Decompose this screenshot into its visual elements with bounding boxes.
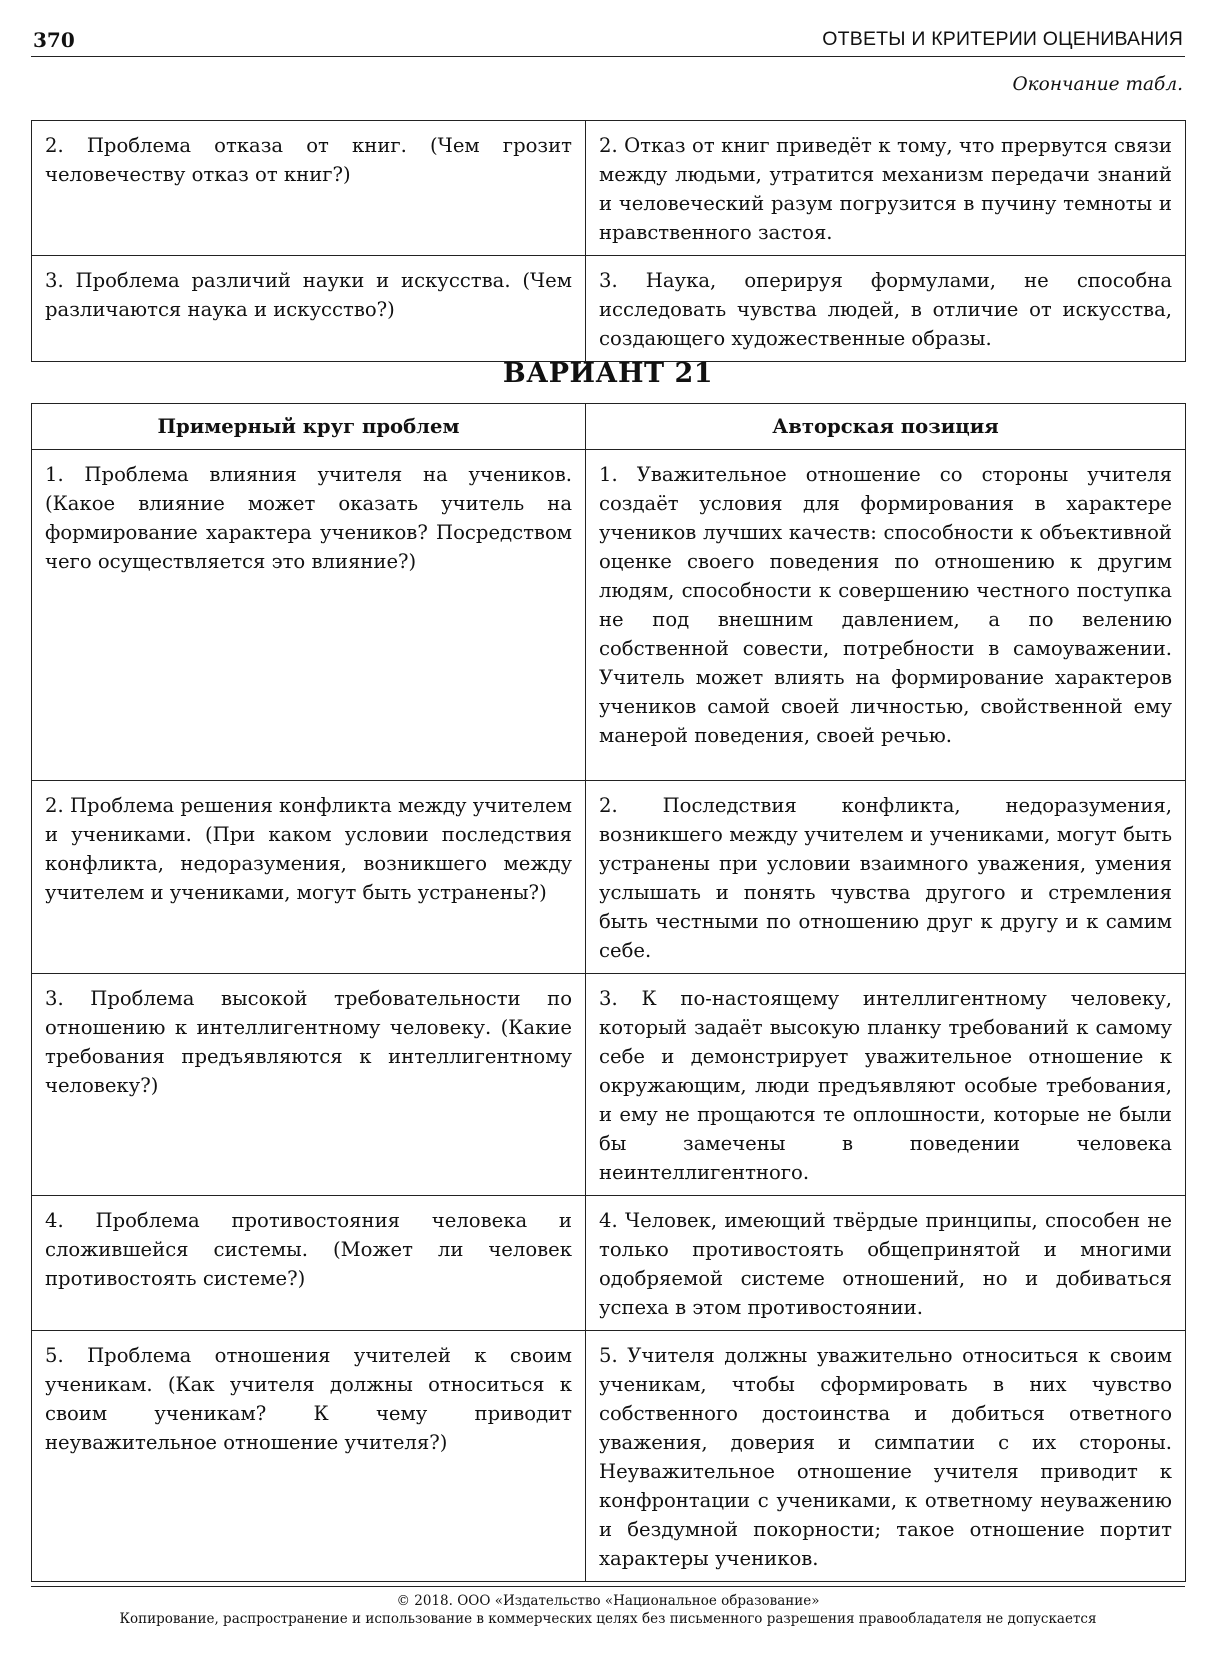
table-row [32, 121, 1186, 256]
position-cell: 5. Учителя должны уважительно относиться к своим ученикам, чтобы сформировать в них чувство собственного достоинства и добиться ответного уважения, доверия и симпатии с их стороны. Неуважительное отношение учителя приводит к конфронтации с учениками, к ответному неуважению и бездумной покорности; такое отношение портит характеры учеников. [586, 1331, 1186, 1582]
problem-cell: 3. Проблема различий науки и искусства. (Чем различаются наука и искусство?) [32, 256, 586, 362]
position-cell: 4. Человек, имеющий твёрдые принципы, способен не только противостоять общепринятой и многими одобряемой системе отношений, но и добиваться успеха в этом противостоянии. [586, 1196, 1186, 1331]
table-row [32, 781, 1186, 974]
problem-cell: 1. Проблема влияния учителя на учеников. (Какое влияние может оказать учитель на формирование характера учеников? Посредством чего осуществляется это влияние?) [32, 450, 586, 781]
page-number: 370 [33, 28, 75, 52]
problem-cell: 3. Проблема высокой требовательности по отношению к интеллигентному человеку. (Какие требования предъявляются к интеллигентному человеку?) [32, 974, 586, 1196]
position-cell: 3. Наука, оперируя формулами, не способна исследовать чувства людей, в отличие от искусства, создающего художественные образы. [586, 256, 1186, 362]
problem-cell: 4. Проблема противостояния человека и сложившейся системы. (Может ли человек противостоять системе?) [32, 1196, 586, 1331]
page-footer [31, 1586, 1185, 1627]
table-continued-note: Окончание табл. [1012, 74, 1183, 95]
section-title: ОТВЕТЫ И КРИТЕРИИ ОЦЕНИВАНИЯ [822, 28, 1183, 50]
copyright-line: © 2018. ООО «Издательство «Национальное образование» [396, 1593, 820, 1609]
position-cell: 2. Последствия конфликта, недоразумения, возникшего между учителем и учениками, могут быть устранены при условии взаимного уважения, умения услышать и понять чувства другого и стремления быть честными по отношению друг к другу и к самим себе. [586, 781, 1186, 974]
previous-variant-table [31, 120, 1186, 362]
table-row [32, 1331, 1186, 1582]
running-head [31, 22, 1185, 57]
column-header-position: Авторская позиция [586, 404, 1186, 450]
table-row [32, 1196, 1186, 1331]
problem-cell: 5. Проблема отношения учителей к своим ученикам. (Как учителя должны относиться к своим ученикам? К чему приводит неуважительное отношение учителя?) [32, 1331, 586, 1582]
variant-21-table [31, 403, 1186, 1582]
position-cell: 2. Отказ от книг приведёт к тому, что прервутся связи между людьми, утратится механизм передачи знаний и человеческий разум погрузится в пучину темноты и нравственного застоя. [586, 121, 1186, 256]
position-cell: 3. К по-настоящему интеллигентному человеку, который задаёт высокую планку требований к самому себе и демонстрирует уважительное отношение к окружающим, люди предъявляют особые требования, и ему не прощаются те оплошности, которые не были бы замечены в поведении человека неинтеллигентного. [586, 974, 1186, 1196]
table-row [32, 974, 1186, 1196]
problem-cell: 2. Проблема отказа от книг. (Чем грозит человечеству отказ от книг?) [32, 121, 586, 256]
table-row [32, 256, 1186, 362]
table-header-row [32, 404, 1186, 450]
problem-cell: 2. Проблема решения конфликта между учителем и учениками. (При каком условии последствия конфликта, недоразумения, возникшего между учителем и учениками, могут быть устранены?) [32, 781, 586, 974]
copyright-notice: Копирование, распространение и использование в коммерческих целях без письменного разрешения правообладателя не допускается [119, 1611, 1097, 1627]
column-header-problems: Примерный круг проблем [32, 404, 586, 450]
variant-heading: ВАРИАНТ 21 [502, 358, 714, 389]
position-cell: 1. Уважительное отношение со стороны учителя создаёт условия для формирования в характере учеников лучших качеств: способности к объективной оценке своего поведения по отношению к другим людям, способности к совершению честного поступка не под внешним давлением, а по велению собственной совести, потребности в самоуважении. Учитель может влиять на формирование характеров учеников самой своей личностью, свойственной ему манерой поведения, своей речью. [586, 450, 1186, 781]
table-row [32, 450, 1186, 781]
